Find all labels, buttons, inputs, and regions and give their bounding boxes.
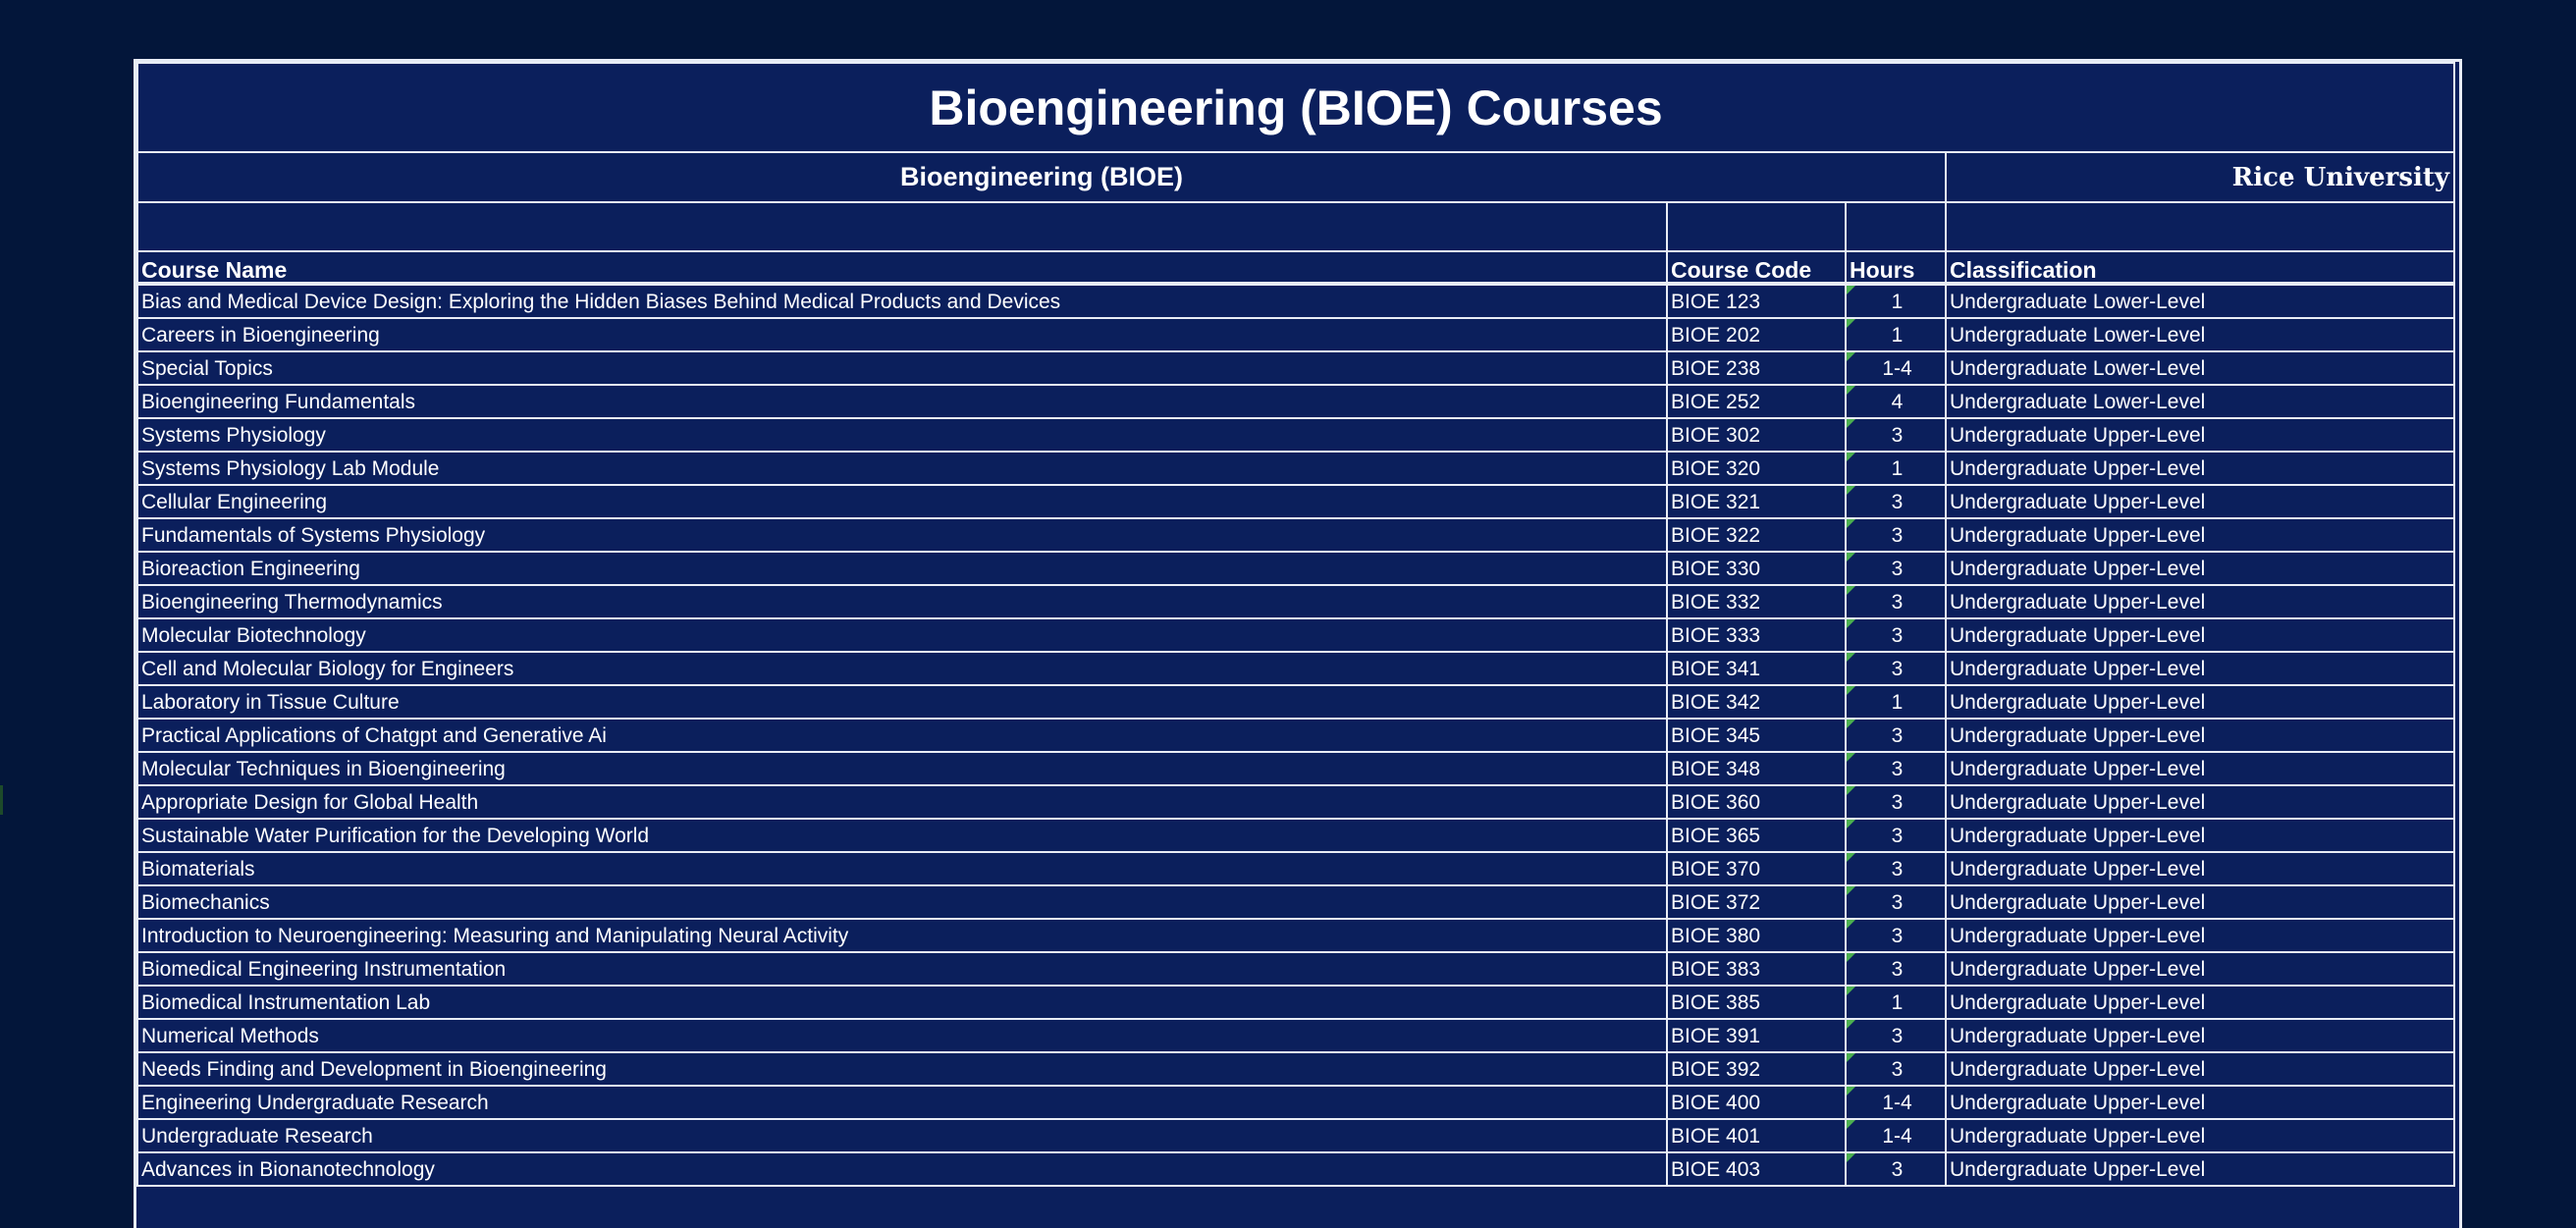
hours-cell[interactable] (1846, 885, 1946, 919)
comment-indicator-icon (1847, 987, 1855, 995)
comment-indicator-icon (1847, 1087, 1855, 1095)
table-row (137, 1086, 2454, 1119)
comment-indicator-icon (1847, 519, 1855, 528)
course-code-cell[interactable]: BIOE 341 (1667, 652, 1846, 685)
comment-indicator-icon (1847, 453, 1855, 461)
table-row (137, 485, 2454, 518)
classification-cell[interactable]: Undergraduate Upper-Level (1946, 1052, 2454, 1086)
table-row (137, 819, 2454, 852)
hours-value: 3 (1891, 723, 1904, 747)
subhead-row (137, 152, 2454, 202)
blank-cell[interactable] (1846, 202, 1946, 251)
window-edge-marker (0, 785, 3, 815)
course-code-cell[interactable]: BIOE 365 (1667, 819, 1846, 852)
hours-cell[interactable] (1846, 819, 1946, 852)
table-row (137, 418, 2454, 452)
course-name-cell[interactable]: Engineering Undergraduate Research (137, 1086, 1667, 1119)
classification-cell[interactable]: Undergraduate Upper-Level (1946, 986, 2454, 1019)
hours-value: 1 (1891, 990, 1904, 1014)
table-row (137, 785, 2454, 819)
comment-indicator-icon (1847, 386, 1855, 395)
hours-value: 3 (1891, 757, 1904, 780)
hours-cell[interactable] (1846, 1152, 1946, 1186)
classification-cell[interactable]: Undergraduate Upper-Level (1946, 618, 2454, 652)
comment-indicator-icon (1847, 686, 1855, 695)
course-name-cell[interactable]: Biomaterials (137, 852, 1667, 885)
blank-row (137, 202, 2454, 251)
comment-indicator-icon (1847, 953, 1855, 962)
hours-value: 3 (1891, 490, 1904, 513)
hours-cell[interactable] (1846, 385, 1946, 418)
classification-cell[interactable]: Undergraduate Upper-Level (1946, 785, 2454, 819)
hours-value: 4 (1891, 390, 1904, 413)
blank-cell[interactable] (1946, 202, 2454, 251)
comment-indicator-icon (1847, 786, 1855, 795)
course-name-cell[interactable]: Systems Physiology (137, 418, 1667, 452)
table-row (137, 1119, 2454, 1152)
title-row (137, 63, 2454, 152)
hours-cell[interactable] (1846, 852, 1946, 885)
table-row (137, 885, 2454, 919)
course-code-cell[interactable]: BIOE 123 (1667, 284, 1846, 318)
comment-indicator-icon (1847, 1053, 1855, 1062)
classification-cell[interactable]: Undergraduate Upper-Level (1946, 719, 2454, 752)
classification-cell[interactable]: Undergraduate Upper-Level (1946, 418, 2454, 452)
table-row (137, 618, 2454, 652)
comment-indicator-icon (1847, 486, 1855, 495)
comment-indicator-icon (1847, 820, 1855, 828)
hours-value: 3 (1891, 924, 1904, 947)
hours-cell[interactable] (1846, 351, 1946, 385)
course-code-cell[interactable]: BIOE 385 (1667, 986, 1846, 1019)
spreadsheet-sheet (134, 59, 2462, 1228)
hours-value: 3 (1891, 790, 1904, 814)
course-code-cell[interactable]: BIOE 320 (1667, 452, 1846, 485)
hours-cell[interactable] (1846, 585, 1946, 618)
classification-cell[interactable]: Undergraduate Upper-Level (1946, 852, 2454, 885)
comment-indicator-icon (1847, 653, 1855, 662)
course-name-cell[interactable]: Introduction to Neuroengineering: Measuring and Manipulating Neural Activity (137, 919, 1667, 952)
comment-indicator-icon (1847, 753, 1855, 762)
course-name-cell[interactable]: Biomedical Instrumentation Lab (137, 986, 1667, 1019)
hours-cell[interactable] (1846, 318, 1946, 351)
hours-cell[interactable] (1846, 719, 1946, 752)
hours-value: 3 (1891, 523, 1904, 547)
classification-cell[interactable]: Undergraduate Upper-Level (1946, 452, 2454, 485)
column-header-hours[interactable]: Hours (1846, 251, 1946, 284)
classification-cell[interactable]: Undergraduate Upper-Level (1946, 685, 2454, 719)
course-code-cell[interactable]: BIOE 403 (1667, 1152, 1846, 1186)
comment-indicator-icon (1847, 920, 1855, 929)
course-name-cell[interactable]: Advances in Bionanotechnology (137, 1152, 1667, 1186)
sheet-title[interactable]: Bioengineering (BIOE) Courses (137, 63, 2454, 152)
course-name-cell[interactable]: Numerical Methods (137, 1019, 1667, 1052)
course-code-cell[interactable]: BIOE 252 (1667, 385, 1846, 418)
hours-cell[interactable] (1846, 452, 1946, 485)
blank-cell[interactable] (1667, 202, 1846, 251)
classification-cell[interactable]: Undergraduate Upper-Level (1946, 518, 2454, 552)
course-name-cell[interactable]: Molecular Techniques in Bioengineering (137, 752, 1667, 785)
hours-cell[interactable] (1846, 1086, 1946, 1119)
hours-value: 3 (1891, 890, 1904, 914)
comment-indicator-icon (1847, 1120, 1855, 1129)
hours-cell[interactable] (1846, 652, 1946, 685)
course-code-cell[interactable]: BIOE 360 (1667, 785, 1846, 819)
comment-indicator-icon (1847, 553, 1855, 561)
hours-value: 1 (1891, 690, 1904, 714)
classification-cell[interactable]: Undergraduate Upper-Level (1946, 1019, 2454, 1052)
course-name-cell[interactable]: Fundamentals of Systems Physiology (137, 518, 1667, 552)
table-row (137, 385, 2454, 418)
hours-cell[interactable] (1846, 485, 1946, 518)
comment-indicator-icon (1847, 586, 1855, 595)
column-header-classification[interactable]: Classification (1946, 251, 2454, 284)
table-row (137, 719, 2454, 752)
course-code-cell[interactable]: BIOE 401 (1667, 1119, 1846, 1152)
table-row (137, 919, 2454, 952)
table-row (137, 318, 2454, 351)
table-row (137, 652, 2454, 685)
hours-value: 3 (1891, 423, 1904, 447)
hours-value: 3 (1891, 857, 1904, 881)
course-code-cell[interactable]: BIOE 333 (1667, 618, 1846, 652)
hours-value: 3 (1891, 657, 1904, 680)
hours-cell[interactable] (1846, 1119, 1946, 1152)
hours-value: 3 (1891, 824, 1904, 847)
course-name-cell[interactable]: Special Topics (137, 351, 1667, 385)
classification-cell[interactable]: Undergraduate Lower-Level (1946, 385, 2454, 418)
hours-value: 1-4 (1882, 356, 1912, 380)
course-code-cell[interactable]: BIOE 238 (1667, 351, 1846, 385)
hours-cell[interactable] (1846, 919, 1946, 952)
comment-indicator-icon (1847, 419, 1855, 428)
course-code-cell[interactable]: BIOE 330 (1667, 552, 1846, 585)
hours-cell[interactable] (1846, 418, 1946, 452)
hours-cell[interactable] (1846, 952, 1946, 986)
hours-cell[interactable] (1846, 518, 1946, 552)
course-name-cell[interactable]: Bioreaction Engineering (137, 552, 1667, 585)
hours-value: 1 (1891, 290, 1904, 313)
course-name-cell[interactable]: Undergraduate Research (137, 1119, 1667, 1152)
hours-value: 3 (1891, 1157, 1904, 1181)
classification-cell[interactable]: Undergraduate Upper-Level (1946, 652, 2454, 685)
course-code-cell[interactable]: BIOE 383 (1667, 952, 1846, 986)
course-code-cell[interactable]: BIOE 332 (1667, 585, 1846, 618)
table-row (137, 986, 2454, 1019)
course-code-cell[interactable]: BIOE 372 (1667, 885, 1846, 919)
column-header-course-code[interactable]: Course Code (1667, 251, 1846, 284)
course-name-cell[interactable]: Laboratory in Tissue Culture (137, 685, 1667, 719)
comment-indicator-icon (1847, 352, 1855, 361)
table-row (137, 952, 2454, 986)
hours-cell[interactable] (1846, 1019, 1946, 1052)
table-row (137, 284, 2454, 318)
classification-cell[interactable]: Undergraduate Upper-Level (1946, 1086, 2454, 1119)
course-name-cell[interactable]: Careers in Bioengineering (137, 318, 1667, 351)
course-code-cell[interactable]: BIOE 370 (1667, 852, 1846, 885)
course-code-cell[interactable]: BIOE 202 (1667, 318, 1846, 351)
course-code-cell[interactable]: BIOE 342 (1667, 685, 1846, 719)
comment-indicator-icon (1847, 1153, 1855, 1162)
institution-name[interactable]: Rice University (1946, 152, 2454, 202)
course-code-cell[interactable]: BIOE 348 (1667, 752, 1846, 785)
classification-cell[interactable]: Undergraduate Upper-Level (1946, 885, 2454, 919)
course-name-cell[interactable]: Systems Physiology Lab Module (137, 452, 1667, 485)
course-code-cell[interactable]: BIOE 321 (1667, 485, 1846, 518)
classification-cell[interactable]: Undergraduate Lower-Level (1946, 318, 2454, 351)
comment-indicator-icon (1847, 720, 1855, 728)
hours-value: 1-4 (1882, 1124, 1912, 1148)
classification-cell[interactable]: Undergraduate Upper-Level (1946, 952, 2454, 986)
course-name-cell[interactable]: Cellular Engineering (137, 485, 1667, 518)
hours-value: 3 (1891, 1057, 1904, 1081)
course-code-cell[interactable]: BIOE 322 (1667, 518, 1846, 552)
course-name-cell[interactable]: Molecular Biotechnology (137, 618, 1667, 652)
table-row (137, 452, 2454, 485)
course-code-cell[interactable]: BIOE 380 (1667, 919, 1846, 952)
classification-cell[interactable]: Undergraduate Upper-Level (1946, 919, 2454, 952)
course-code-cell[interactable]: BIOE 345 (1667, 719, 1846, 752)
comment-indicator-icon (1847, 886, 1855, 895)
hours-value: 3 (1891, 1024, 1904, 1047)
table-row (137, 1019, 2454, 1052)
table-row (137, 1152, 2454, 1186)
column-header-course-name[interactable]: Course Name (137, 251, 1667, 284)
course-name-cell[interactable]: Bias and Medical Device Design: Exploring the Hidden Biases Behind Medical Products and Devices (137, 284, 1667, 318)
comment-indicator-icon (1847, 1020, 1855, 1029)
course-code-cell[interactable]: BIOE 392 (1667, 1052, 1846, 1086)
hours-value: 1 (1891, 323, 1904, 347)
hours-cell[interactable] (1846, 986, 1946, 1019)
department-subhead[interactable]: Bioengineering (BIOE) (137, 152, 1946, 202)
course-table (136, 62, 2455, 1187)
hours-cell[interactable] (1846, 685, 1946, 719)
hours-value: 3 (1891, 623, 1904, 647)
course-name-cell[interactable]: Needs Finding and Development in Bioengineering (137, 1052, 1667, 1086)
blank-cell[interactable] (137, 202, 1667, 251)
classification-cell[interactable]: Undergraduate Lower-Level (1946, 351, 2454, 385)
classification-cell[interactable]: Undergraduate Upper-Level (1946, 1119, 2454, 1152)
course-name-cell[interactable]: Sustainable Water Purification for the Developing World (137, 819, 1667, 852)
hours-cell[interactable] (1846, 284, 1946, 318)
course-name-cell[interactable]: Practical Applications of Chatgpt and Generative Ai (137, 719, 1667, 752)
table-row (137, 852, 2454, 885)
classification-cell[interactable]: Undergraduate Upper-Level (1946, 819, 2454, 852)
classification-cell[interactable]: Undergraduate Upper-Level (1946, 752, 2454, 785)
course-name-cell[interactable]: Bioengineering Fundamentals (137, 385, 1667, 418)
hours-value: 3 (1891, 557, 1904, 580)
table-row (137, 685, 2454, 719)
hours-cell[interactable] (1846, 1052, 1946, 1086)
classification-cell[interactable]: Undergraduate Upper-Level (1946, 585, 2454, 618)
table-row (137, 1052, 2454, 1086)
classification-cell[interactable]: Undergraduate Upper-Level (1946, 485, 2454, 518)
table-row (137, 552, 2454, 585)
course-code-cell[interactable]: BIOE 391 (1667, 1019, 1846, 1052)
classification-cell[interactable]: Undergraduate Upper-Level (1946, 1152, 2454, 1186)
hours-value: 3 (1891, 957, 1904, 981)
course-code-cell[interactable]: BIOE 400 (1667, 1086, 1846, 1119)
hours-cell[interactable] (1846, 552, 1946, 585)
course-name-cell[interactable]: Appropriate Design for Global Health (137, 785, 1667, 819)
hours-cell[interactable] (1846, 785, 1946, 819)
course-name-cell[interactable]: Bioengineering Thermodynamics (137, 585, 1667, 618)
hours-value: 3 (1891, 590, 1904, 614)
hours-cell[interactable] (1846, 752, 1946, 785)
course-code-cell[interactable]: BIOE 302 (1667, 418, 1846, 452)
classification-cell[interactable]: Undergraduate Lower-Level (1946, 284, 2454, 318)
classification-cell[interactable]: Undergraduate Upper-Level (1946, 552, 2454, 585)
course-name-cell[interactable]: Biomedical Engineering Instrumentation (137, 952, 1667, 986)
comment-indicator-icon (1847, 319, 1855, 328)
table-row (137, 351, 2454, 385)
table-row (137, 752, 2454, 785)
hours-value: 1-4 (1882, 1091, 1912, 1114)
table-row (137, 518, 2454, 552)
course-name-cell[interactable]: Biomechanics (137, 885, 1667, 919)
hours-value: 1 (1891, 456, 1904, 480)
table-row (137, 585, 2454, 618)
hours-cell[interactable] (1846, 618, 1946, 652)
header-row (137, 251, 2454, 284)
comment-indicator-icon (1847, 619, 1855, 628)
comment-indicator-icon (1847, 853, 1855, 862)
comment-indicator-icon (1847, 286, 1855, 294)
course-name-cell[interactable]: Cell and Molecular Biology for Engineers (137, 652, 1667, 685)
